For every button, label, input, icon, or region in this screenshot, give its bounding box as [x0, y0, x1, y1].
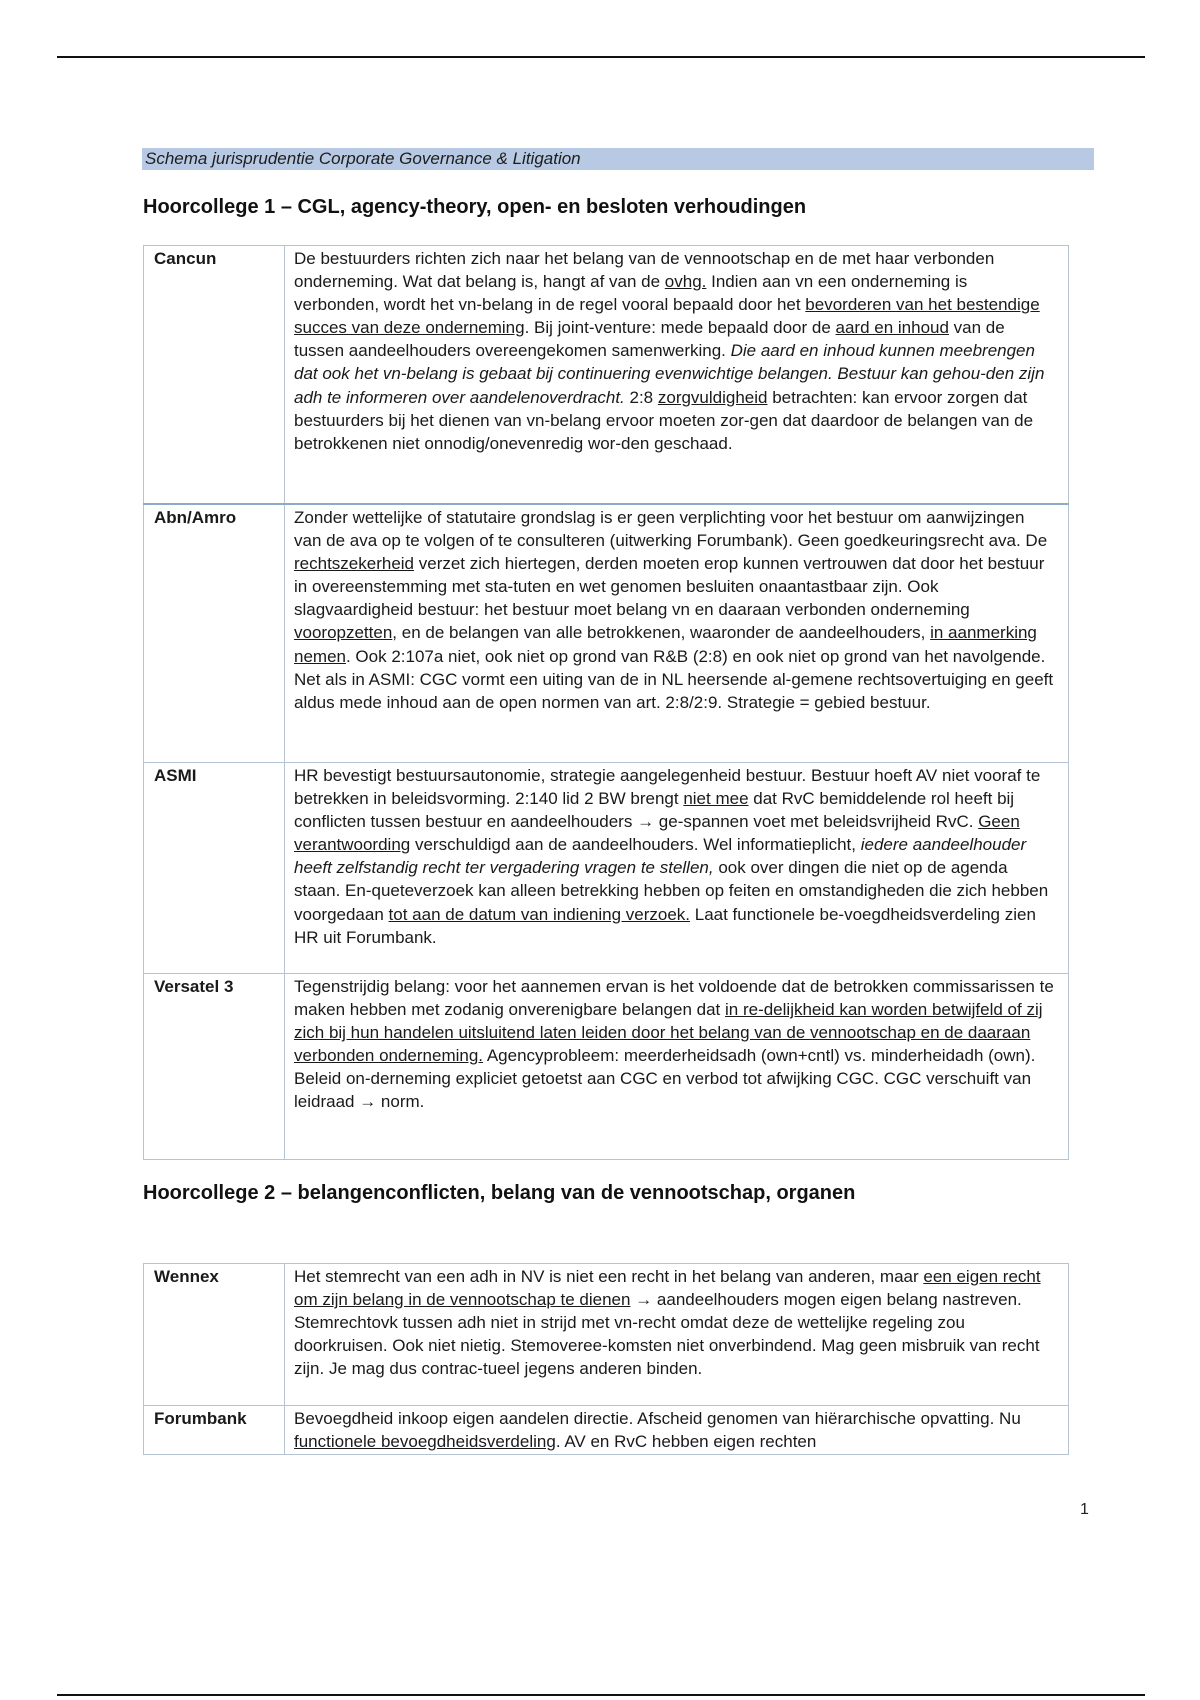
underlined-text: een eigen recht om zijn belang in de vennootschap te dienen	[294, 1267, 1041, 1310]
underlined-text: bevorderen van het bestendige succes van deze onderneming	[294, 295, 1040, 338]
italic-text: iedere aandeelhouder heeft zelfstandig recht ter vergadering vragen te stellen,	[294, 835, 1027, 878]
case-name: Abn/Amro	[144, 504, 285, 763]
case-row-versatel-3	[144, 974, 1069, 1160]
underlined-text: functionele bevoegdheidsverdeling	[294, 1432, 556, 1452]
text-run: verschuldigd aan de aandeelhouders. Wel informatieplicht,	[410, 835, 861, 855]
case-row-wennex	[144, 1264, 1069, 1406]
case-description	[285, 504, 1069, 763]
case-name: Forumbank	[144, 1406, 285, 1455]
case-name: Versatel 3	[144, 974, 285, 1160]
underlined-text: niet mee	[683, 789, 749, 809]
text-run: HR bevestigt bestuursautonomie, strategie aangelegenheid bestuur. Bestuur hoeft AV niet vooraf te betrekken in beleidsvorming. 2:140 lid 2 BW brengt	[294, 766, 1041, 809]
text-run: → aandeelhouders mogen eigen belang nastreven. Stemrechtovk tussen adh niet in strijd met vn-recht omdat deze de wettelijke regeling zou doorkruisen. Ook niet nietig. Stemoveree-komsten niet onverbindend. Mag geen misbruik van recht zijn. Je mag dus contrac-tueel jegens anderen binden.	[294, 1290, 1040, 1379]
text-run: betrachten: kan ervoor zorgen dat bestuurders bij het dienen van vn-belang ervoor moeten zor-gen dat daardoor de belangen van de betrokkenen niet onnodig/onevenredig wor-den geschaad.	[294, 387, 1034, 453]
case-row-cancun	[144, 246, 1069, 505]
underlined-text: zorgvuldigheid	[657, 387, 768, 407]
case-table-2	[143, 1263, 1069, 1455]
case-name: Wennex	[144, 1264, 285, 1406]
case-description	[285, 1264, 1069, 1406]
case-row-asmi	[144, 763, 1069, 974]
underlined-text: in aanmerking nemen	[294, 623, 1037, 666]
text-run: , en de belangen van alle betrokkenen, waaronder de aandeelhouders,	[392, 623, 931, 643]
section-heading-1: Hoorcollege 1 – CGL, agency-theory, open- en besloten verhoudingen	[143, 196, 807, 218]
underlined-text: tot aan de datum van indiening verzoek.	[388, 904, 691, 924]
case-description	[285, 1406, 1069, 1455]
underlined-text: in re-delijkheid kan worden betwijfeld of zij zich bij hun handelen uitsluitend laten leiden door het belang van de vennootschap en de daaraan verbonden onderneming.	[294, 1000, 1043, 1066]
text-run: . AV en RvC hebben eigen rechten	[555, 1432, 817, 1452]
underlined-text: Geen verantwoording	[294, 812, 1020, 855]
case-row-abn-amro	[144, 504, 1069, 763]
text-run: . Bij joint-venture: mede bepaald door de	[524, 318, 836, 338]
section-heading-2: Hoorcollege 2 – belangenconflicten, belang van de vennootschap, organen	[143, 1182, 856, 1204]
text-run: Laat functionele be-voegdheidsverdeling zien HR uit Forumbank.	[294, 904, 1036, 947]
underlined-text: ovhg.	[664, 272, 707, 292]
text-run: Het stemrecht van een adh in NV is niet een recht in het belang van anderen, maar	[294, 1267, 924, 1286]
text-run: 2:8	[624, 387, 658, 407]
text-run: van de tussen aandeelhouders overeengekomen samenwerking.	[294, 318, 1005, 361]
case-description	[285, 974, 1069, 1160]
text-run: Indien aan vn een onderneming is verbonden, wordt het vn-belang in de regel vooral bepaald door het	[294, 272, 968, 315]
page-number: 1	[1080, 1501, 1089, 1518]
text-run: Agencyprobleem: meerderheidsadh (own+cntl) vs. minderheidadh (own). Beleid on-derneming expliciet getoetst aan CGC en verbod tot afwijking CGC. CGC verschuift van leidraad → norm.	[294, 1046, 1036, 1112]
text-run: Zonder wettelijke of statutaire grondslag is er geen verplichting voor het bestuur om aanwijzingen van de ava op te volgen of te consulteren (uitwerking Forumbank). Geen goedkeuringsrecht ava. De	[294, 508, 1048, 551]
text-run: ook over dingen die niet op de agenda staan. En-queteverzoek kan alleen betrekking hebben op feiten en omstandigheden die zich hebben voorgedaan	[294, 858, 1049, 924]
underlined-text: rechtszekerheid	[294, 554, 415, 574]
text-run: dat RvC bemiddelende rol heeft bij conflicten tussen bestuur en aandeelhouders → ge-spannen voet met beleidsvrijheid RvC.	[294, 789, 1015, 832]
underlined-text: aard en inhoud	[835, 318, 949, 338]
italic-text: Die aard en inhoud kunnen meebrengen dat ook het vn-belang is gebaat bij continuering evenwichtige belangen. Bestuur kan gehou-den zijn adh te informeren over aandelenoverdracht.	[294, 341, 1045, 407]
schema-title-banner: Schema jurisprudentie Corporate Governance & Litigation	[142, 148, 1094, 170]
case-description	[285, 246, 1069, 505]
case-table-1	[143, 245, 1069, 1160]
case-row-forumbank	[144, 1406, 1069, 1455]
text-run: . Ook 2:107a niet, ook niet op grond van R&B (2:8) en ook niet op grond van het navolgende. Net als in ASMI: CGC vormt een uiting van de in NL heersende al-gemene rechtsovertuiging en geeft aldus mede inhoud aan de open normen van art. 2:8/2:9. Strategie = gebied bestuur.	[294, 646, 1054, 712]
text-run: De bestuurders richten zich naar het belang van de vennootschap en de met haar verbonden onderneming. Wat dat belang is, hangt af van de	[294, 249, 995, 292]
case-description	[285, 763, 1069, 974]
text-run: Tegenstrijdig belang: voor het aannemen ervan is het voldoende dat de betrokken commissarissen te maken hebben met zodanig onverenigbare belangen dat	[294, 977, 1054, 1020]
bottom-rule	[57, 1694, 1145, 1696]
underlined-text: vooropzetten	[294, 623, 393, 643]
top-rule	[57, 56, 1145, 58]
case-name: ASMI	[144, 763, 285, 974]
text-run: Bevoegdheid inkoop eigen aandelen directie. Afscheid genomen van hiërarchische opvatting. Nu	[294, 1409, 1021, 1428]
text-run: verzet zich hiertegen, derden moeten erop kunnen vertrouwen dat door het bestuur in overeenstemming met sta-tuten en wet genomen besluiten onaantastbaar zijn. Ook slagvaardigheid bestuur: het bestuur moet belang vn en daaraan verbonden onderneming	[294, 554, 1045, 620]
case-name: Cancun	[144, 246, 285, 505]
